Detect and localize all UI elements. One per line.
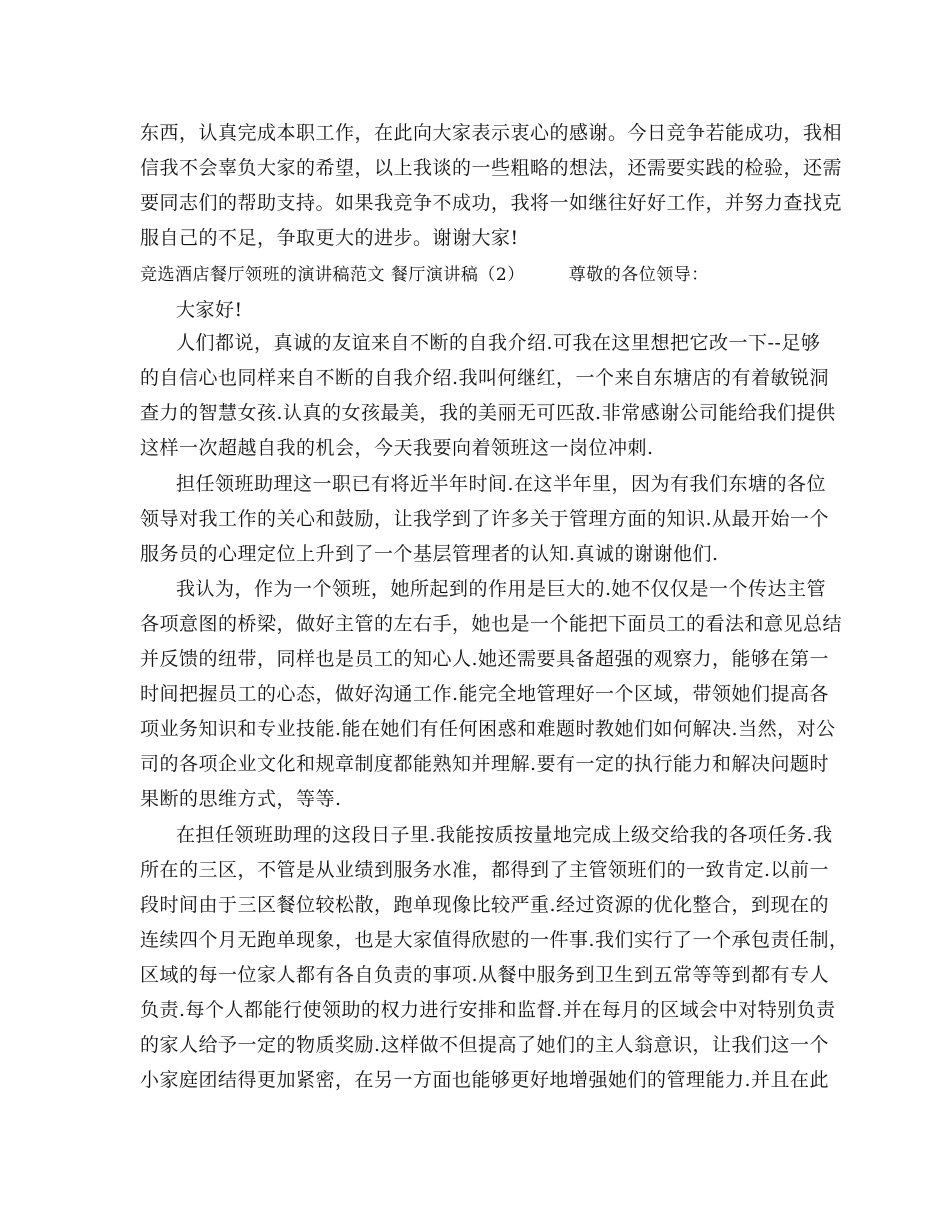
text-line: 担任领班助理这一职已有将近半年时间.在这半年里，因为有我们东塘的各位 xyxy=(176,473,827,495)
text-line: 的自信心也同样来自不断的自我介绍.我叫何继红，一个来自东塘店的有着敏锐洞 xyxy=(140,367,830,389)
text-line: 服务员的心理定位上升到了一个基层管理者的认知.真诚的谢谢他们. xyxy=(140,543,719,565)
text-line: 这样一次超越自我的机会，今天我要向着领班这一岗位冲刺. xyxy=(140,437,654,459)
text-line: 各项意图的桥梁，做好主管的左右手，她也是一个能把下面员工的看法和意见总结 xyxy=(140,613,843,635)
text-line: 小家庭团结得更加紧密，在另一方面也能够更好地增强她们的管理能力.并且在此 xyxy=(140,1069,830,1091)
text-line: 服自己的不足，争取更大的进步。谢谢大家! xyxy=(140,227,519,249)
text-line: 区域的每一位家人都有各自负责的事项.从餐中服务到卫生到五常等等到都有专人 xyxy=(140,964,830,986)
text-line: 果断的思维方式，等等. xyxy=(140,788,342,810)
text-line: 并反馈的纽带，同样也是员工的知心人.她还需要具备超强的观察力，能够在第一 xyxy=(140,648,830,670)
text-line: 段时间由于三区餐位较松散，跑单现像比较严重.经过资源的优化整合，到现在的 xyxy=(140,894,830,916)
text-line: 在担任领班助理的这段日子里.我能按质按量地完成上级交给我的各项任务.我 xyxy=(176,824,833,846)
text-line: 信我不会辜负大家的希望，以上我谈的一些粗略的想法，还需要实践的检验，还需 xyxy=(140,157,843,179)
text-line: 连续四个月无跑单现象，也是大家值得欣慰的一件事.我们实行了一个承包责任制， xyxy=(140,929,849,951)
text-line: 时间把握员工的心态，做好沟通工作.能完全地管理好一个区域，带领她们提高各 xyxy=(140,683,830,705)
text-line: 人们都说，真诚的友谊来自不断的自我介绍.可我在这里想把它改一下--足够 xyxy=(176,332,821,354)
text-line: 司的各项企业文化和规章制度都能熟知并理解.要有一定的执行能力和解决问题时 xyxy=(140,753,830,775)
text-line: 的家人给予一定的物质奖励.这样做不但提高了她们的主人翁意识，让我们这一个 xyxy=(140,1034,830,1056)
greeting-line: 大家好! xyxy=(176,299,243,321)
text-line: 所在的三区，不管是从业绩到服务水准，都得到了主管领班们的一致肯定.以前一 xyxy=(140,859,830,881)
section-heading: 竞选酒店餐厅领班的演讲稿范文 餐厅演讲稿（2） 尊敬的各位领导： xyxy=(140,265,709,285)
text-line: 我认为，作为一个领班，她所起到的作用是巨大的.她不仅仅是一个传达主管 xyxy=(176,578,827,600)
text-line: 项业务知识和专业技能.能在她们有任何困惑和难题时教她们如何解决.当然，对公 xyxy=(140,718,836,740)
text-line: 负责.每个人都能行使领助的权力进行安排和监督.并在每月的区域会中对特别负责 xyxy=(140,999,836,1021)
text-line: 领导对我工作的关心和鼓励，让我学到了许多关于管理方面的知识.从最开始一个 xyxy=(140,508,830,530)
text-line: 查力的智慧女孩.认真的女孩最美，我的美丽无可匹敌.非常感谢公司能给我们提供 xyxy=(140,402,836,424)
text-line: 要同志们的帮助支持。如果我竞争不成功，我将一如继往好好工作，并努力查找克 xyxy=(140,192,843,214)
text-line: 东西，认真完成本职工作，在此向大家表示衷心的感谢。今日竞争若能成功，我相 xyxy=(140,122,843,144)
